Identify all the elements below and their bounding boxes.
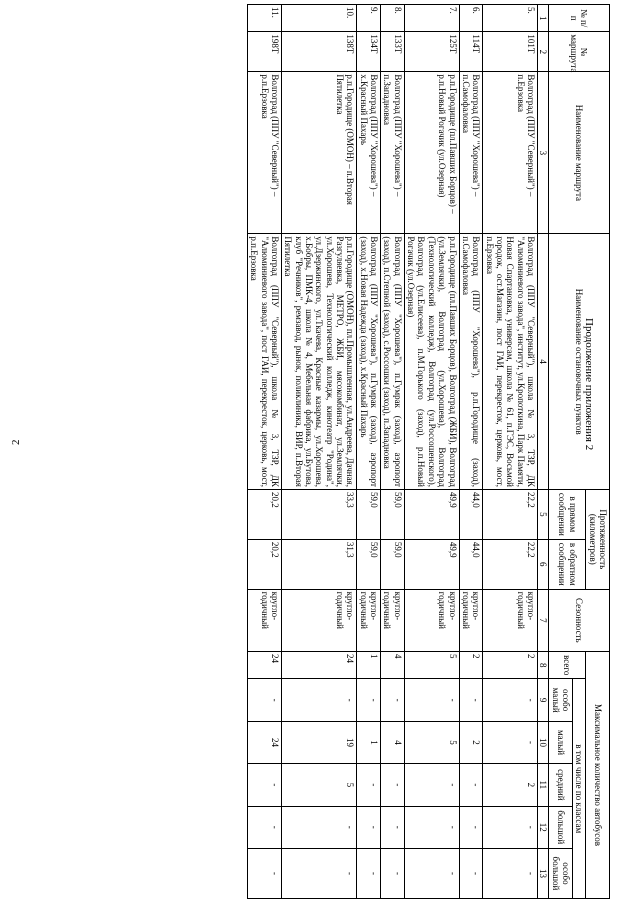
header-route-no: № маршрута (549, 32, 610, 72)
buses-small: 5 (404, 721, 459, 763)
header-total: всего (549, 652, 586, 679)
table-row (483, 5, 538, 899)
buses-total: 5 (404, 652, 459, 679)
column-number: 4 (537, 234, 548, 490)
row-num: 8. (381, 5, 405, 32)
buses-extra-small: - (381, 679, 405, 721)
length-forward: 59,0 (381, 489, 405, 539)
table-row (459, 5, 483, 899)
buses-extra-large: - (404, 848, 459, 898)
table-row (404, 5, 459, 899)
buses-total: 24 (282, 652, 357, 679)
length-back: 22,2 (483, 539, 538, 589)
length-forward: 33,3 (282, 489, 357, 539)
route-stops: р.п.Городище (ОМОН), пл.Промышленная, ул.Андреева, Дачная, Разгуляевка, МЕТРО, ЖБИ, мясокомбинат, ул.Землячки, ул.Хорошева, Технологический колледж, кинотеатр "Родина", ул.Дзержинского, ул.Ткачева, Красные казармы, ул.Хорошева, х.Бобры, ПМК-4, школа № 4, Мебельная фабрика, ул.Бутова, клуб "Речников", ремзавод, рынок, поликлиника, ВИР, п.Вторая Пятилетка (282, 234, 357, 490)
route-stops: Волгоград (ППУ "Северный"), школа № 3, ТЗР, ДК "Алюминиевого завода", пост ГАИ, перекресток, церковь, мост, р.п.Ерзовка (248, 234, 282, 490)
length-forward: 44,0 (459, 489, 483, 539)
length-back: 20,2 (248, 539, 282, 589)
buses-large: - (357, 806, 381, 848)
route-stops: Волгоград (ППУ "Хорошева"), п.Гумрак (заход), аэропорт (заход), п.Степной (заход), с.Россошки (заход), п.Западновка (381, 234, 405, 490)
column-number: 7 (537, 589, 548, 651)
route-stops: Волгоград (ППУ "Хорошева"), п.Гумрак (заход), аэропорт (заход), х.Новая Надежда (заход), х.Красный Пахарь (357, 234, 381, 490)
table-row (282, 5, 357, 899)
row-num: 7. (404, 5, 459, 32)
header-route-name: Наименование маршрута (549, 72, 610, 234)
buses-extra-large: - (483, 848, 538, 898)
header-length-back: в обратном сообщении (549, 539, 586, 589)
buses-total: 1 (357, 652, 381, 679)
column-number: 9 (537, 679, 548, 721)
table-row (248, 5, 282, 899)
row-num: 10. (282, 5, 357, 32)
seasonality: кругло-годичный (248, 589, 282, 651)
length-back: 31,3 (282, 539, 357, 589)
buses-medium: 2 (483, 764, 538, 806)
buses-small: 2 (459, 721, 483, 763)
buses-large: - (381, 806, 405, 848)
route-number: 125Т (404, 32, 459, 72)
route-number: 133Т (381, 32, 405, 72)
header-class-extra-large: особо большой (549, 848, 573, 898)
seasonality: кругло-годичный (483, 589, 538, 651)
header-length: Протяженность (километров) (586, 489, 610, 589)
header-season: Сезонность (549, 589, 610, 651)
route-stops: р.п.Городище (пл.Павших Борцов), Волгоград (ЖБИ), Волгоград (ул.Землячки), Волгоград (ул.Хорошева), Волгоград (Технологический колледж), Волгоград (ул.Россошенского), Волгоград (ул.Елисеева), п.М.Горького (заход), р.п.Новый Рогачик (ул.Озерная) (404, 234, 459, 490)
row-num: 5. (483, 5, 538, 32)
route-name: Волгоград (ППУ "Северный") – п.Ерзовка (483, 72, 538, 234)
header-num: № п/п (549, 5, 610, 32)
header-stops: Наименование остановочных пунктов (549, 234, 610, 490)
header-class-large: большой (549, 806, 573, 848)
routes-table-sheet (247, 4, 610, 899)
route-name: р.п.Городище (пл.Павших Борцов) – р.п.Новый Рогачик (ул.Озерная) (404, 72, 459, 234)
length-back: 44,0 (459, 539, 483, 589)
route-stops: Волгоград (ППУ "Северный"), школа № 3, ТЗР, ДК "Алюминиевого завода", институт, ул.Кропоткина, Парк Памяти, Новая Спартановка, универсам, школа № 61, п.ГЭС, Восьмой городок, ост.Магазин, пост ГАИ, перекресток, церковь, мост, п.Ерзовка (483, 234, 538, 490)
buses-medium: 5 (282, 764, 357, 806)
length-back: 59,0 (357, 539, 381, 589)
routes-table (247, 4, 610, 899)
seasonality: кругло-годичный (282, 589, 357, 651)
length-forward: 22,2 (483, 489, 538, 539)
column-numbers-row (537, 5, 548, 899)
buses-large: - (459, 806, 483, 848)
buses-large: - (483, 806, 538, 848)
buses-small: 24 (248, 721, 282, 763)
buses-medium: - (381, 764, 405, 806)
page-number: 2 (10, 439, 22, 445)
row-num: 9. (357, 5, 381, 32)
buses-total: 4 (381, 652, 405, 679)
header-by-class: в том числе по классам (572, 679, 585, 899)
buses-extra-small: - (459, 679, 483, 721)
route-name: р.п.Городище (ОМОН) – п.Вторая Пятилетка (282, 72, 357, 234)
buses-large: - (282, 806, 357, 848)
buses-extra-small: - (282, 679, 357, 721)
seasonality: кругло-годичный (381, 589, 405, 651)
row-num: 11. (248, 5, 282, 32)
buses-small: 4 (381, 721, 405, 763)
route-name: Волгоград (ППУ "Хорошева") – п.Самофаловка (459, 72, 483, 234)
buses-extra-small: - (248, 679, 282, 721)
seasonality: кругло-годичный (357, 589, 381, 651)
length-back: 59,0 (381, 539, 405, 589)
table-row (357, 5, 381, 899)
header-length-forward: в прямом сообщении (549, 489, 586, 539)
buses-extra-large: - (459, 848, 483, 898)
buses-small: - (483, 721, 538, 763)
route-number: 198Т (248, 32, 282, 72)
column-number: 12 (537, 806, 548, 848)
header-class-medium: средний (549, 764, 573, 806)
column-number: 10 (537, 721, 548, 763)
length-forward: 20,2 (248, 489, 282, 539)
route-name: Волгоград (ППУ "Хорошева") – п.Западновка (381, 72, 405, 234)
route-name: Волгоград (ППУ "Северный") – р.п.Ерзовка (248, 72, 282, 234)
buses-medium: - (357, 764, 381, 806)
seasonality: кругло-годичный (404, 589, 459, 651)
buses-extra-large: - (282, 848, 357, 898)
buses-large: - (404, 806, 459, 848)
buses-extra-large: - (248, 848, 282, 898)
column-number: 5 (537, 489, 548, 539)
length-forward: 59,0 (357, 489, 381, 539)
route-number: 101Т (483, 32, 538, 72)
buses-small: 19 (282, 721, 357, 763)
buses-total: 2 (483, 652, 538, 679)
column-number: 11 (537, 764, 548, 806)
row-num: 6. (459, 5, 483, 32)
buses-medium: - (459, 764, 483, 806)
table-row (381, 5, 405, 899)
buses-extra-small: - (357, 679, 381, 721)
column-number: 1 (537, 5, 548, 32)
appendix-caption: Продолжение приложения 2 (583, 318, 595, 451)
column-number: 3 (537, 72, 548, 234)
buses-extra-small: - (483, 679, 538, 721)
buses-medium: - (404, 764, 459, 806)
route-number: 138Т (282, 32, 357, 72)
route-number: 134Т (357, 32, 381, 72)
buses-large: - (248, 806, 282, 848)
buses-small: 1 (357, 721, 381, 763)
buses-total: 24 (248, 652, 282, 679)
buses-extra-large: - (357, 848, 381, 898)
seasonality: кругло-годичный (459, 589, 483, 651)
route-name: Волгоград (ППУ "Хорошева") – х.Красный Пахарь (357, 72, 381, 234)
column-number: 2 (537, 32, 548, 72)
buses-total: 2 (459, 652, 483, 679)
route-number: 114Т (459, 32, 483, 72)
length-back: 49,9 (404, 539, 459, 589)
header-class-small: малый (549, 721, 573, 763)
buses-extra-small: - (404, 679, 459, 721)
column-number: 6 (537, 539, 548, 589)
buses-extra-large: - (381, 848, 405, 898)
column-number: 13 (537, 848, 548, 898)
header-class-extra-small: особо малый (549, 679, 573, 721)
header-max-buses: Максимальное количество автобусов (586, 652, 610, 899)
buses-medium: - (248, 764, 282, 806)
length-forward: 49,9 (404, 489, 459, 539)
column-number: 8 (537, 652, 548, 679)
route-stops: Волгоград (ППУ "Хорошева"), р.п.Городище (заход), п.Самофаловка (459, 234, 483, 490)
